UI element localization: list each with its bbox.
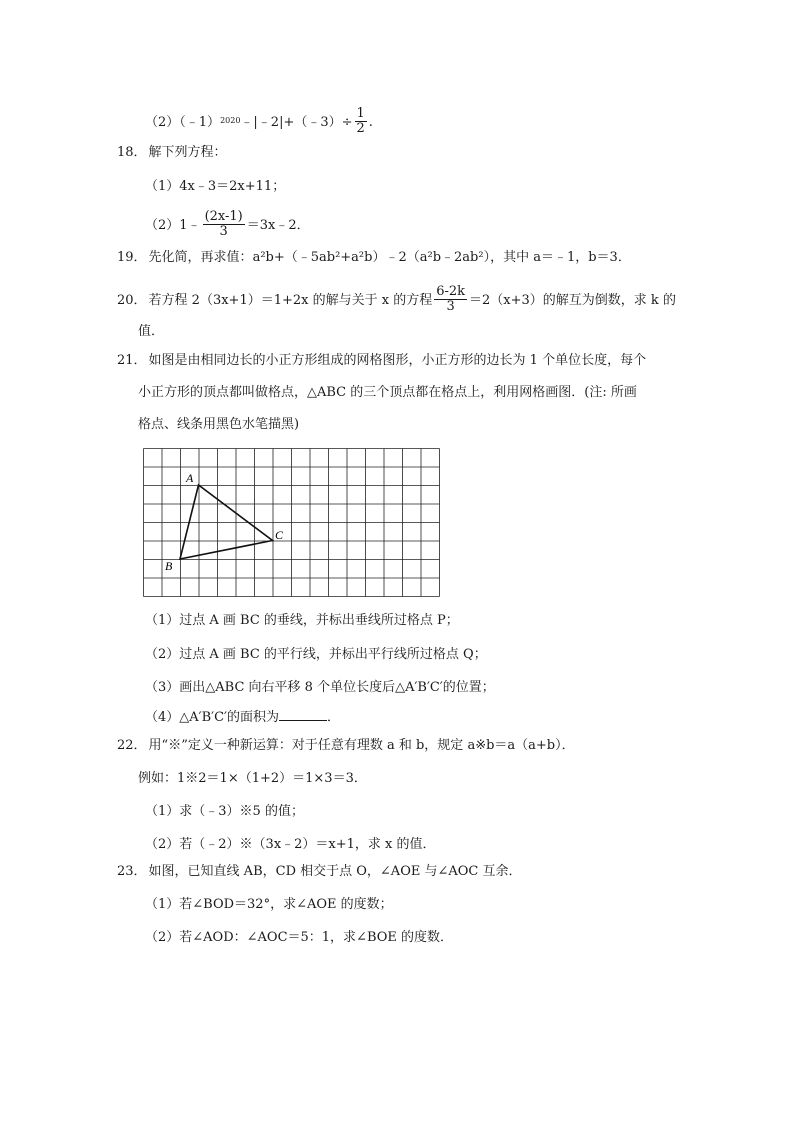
q21-part4 [145, 708, 340, 727]
q17-expr-b: ﹣|﹣2|+（﹣3）÷ [240, 115, 353, 130]
q17-fraction [355, 107, 367, 136]
q20-fraction [434, 285, 467, 314]
answer-blank[interactable] [279, 708, 327, 721]
q18-p2-label: （2） [145, 218, 180, 233]
q17-part2 [145, 108, 373, 137]
q21-part1 [145, 612, 459, 630]
q20-frac-num: 6-2k [436, 284, 466, 299]
grid-figure [143, 448, 441, 598]
q22-number: 22． [117, 738, 147, 753]
q19-expr: a²b+（﹣5ab²+a²b）﹣2（a²b﹣2ab²），其中 a＝﹣1，b＝3． [252, 250, 631, 265]
q18-p2-pre: 1﹣ [179, 218, 201, 233]
q21-p4-text: （4）△A′B′C′的面积为 [145, 710, 280, 725]
q23-part1 [145, 896, 393, 914]
q20-frac-den: 3 [446, 299, 455, 314]
q18-p2-post: ＝3x﹣2． [246, 218, 310, 233]
q21-p1-text: （1）过点 A 画 BC 的垂线，并标出垂线所过格点 P； [145, 613, 459, 628]
q22-part2 [145, 836, 436, 854]
q17-frac-den: 2 [356, 121, 365, 136]
label-b: B [165, 559, 173, 573]
q21-line1-text: 如图是由相同边长的小正方形组成的网格图形，小正方形的边长为 1 个单位长度，每个 [148, 353, 647, 368]
q20-number: 20． [117, 293, 147, 308]
q21-line3-text: 格点、线条用黑色水笔描黑) [138, 417, 300, 432]
q18-frac-num: (2x-1) [204, 209, 243, 224]
q20-line1 [117, 286, 676, 315]
q22-line2 [138, 770, 367, 788]
q23-number: 23． [117, 864, 147, 879]
q17-frac-num: 1 [356, 106, 365, 121]
q17-tail: . [368, 115, 373, 130]
q18-number: 18． [117, 145, 147, 160]
q23-part2 [145, 929, 453, 947]
q23-line1-text: 如图，已知直线 AB，CD 相交于点 O，∠AOE 与∠AOC 互余． [148, 864, 522, 879]
q19-number: 19． [117, 250, 147, 265]
q22-part1 [145, 803, 304, 821]
q21-p3-text: （3）画出△ABC 向右平移 8 个单位长度后△A′B′C′的位置； [145, 680, 495, 695]
q22-p2-text: （2）若（﹣2）※（3x﹣2）＝x+1，求 x 的值． [145, 837, 436, 852]
q18-part2 [145, 211, 310, 240]
q21-p4-end: ． [327, 710, 341, 725]
q17-expr-a: （﹣1） [179, 115, 221, 130]
q22-line2-text: 例如：1※2＝1×（1+2）＝1×3＝3． [138, 771, 367, 786]
q20-pre: 若方程 2（3x+1）＝1+2x 的解与关于 x 的方程 [148, 293, 433, 308]
q22-line1-text: 用“※”定义一种新运算：对于任意有理数 a 和 b，规定 a※b＝a（a+b）． [148, 738, 575, 753]
q18-p1-text: 4x﹣3＝2x+11； [179, 179, 286, 194]
q21-p2-text: （2）过点 A 画 BC 的平行线，并标出平行线所过格点 Q； [145, 647, 487, 662]
q23-p2-text: （2）若∠AOD：∠AOC＝5：1，求∠BOE 的度数． [145, 930, 454, 945]
q22-line1 [117, 737, 575, 755]
q18-part1 [145, 178, 285, 196]
q21-line3 [138, 416, 299, 434]
q19-text: 先化简，再求值： [148, 250, 253, 265]
q18-p1-label: （1） [145, 179, 180, 194]
q17-exponent: 2020 [220, 116, 241, 125]
q18-title-text: 解下列方程： [148, 145, 227, 160]
q17-part2-label: （2） [145, 115, 180, 130]
q23-p1-text: （1）若∠BOD＝32°，求∠AOE 的度数； [145, 897, 393, 912]
q20-line2-text: 值． [138, 324, 165, 339]
q21-number: 21． [117, 353, 147, 368]
q20-line2 [138, 323, 164, 341]
q21-line2 [138, 384, 637, 402]
q22-p1-text: （1）求（﹣3）※5 的值； [145, 804, 304, 819]
q21-line2-text: 小正方形的顶点都叫做格点，△ABC 的三个顶点都在格点上，利用网格画图．(注: 所画 [138, 385, 637, 400]
q21-line1 [117, 352, 646, 370]
label-c: C [275, 528, 284, 542]
q21-part3 [145, 679, 495, 697]
q21-part2 [145, 646, 487, 664]
q19 [117, 249, 631, 267]
q18-title [117, 144, 227, 162]
q18-frac-den: 3 [219, 224, 228, 239]
triangle-abc [180, 485, 273, 559]
q18-fraction [203, 210, 245, 239]
label-a: A [186, 471, 194, 485]
q23-line1 [117, 863, 522, 881]
q20-post: ＝2（x+3）的解互为倒数，求 k 的 [469, 293, 676, 308]
